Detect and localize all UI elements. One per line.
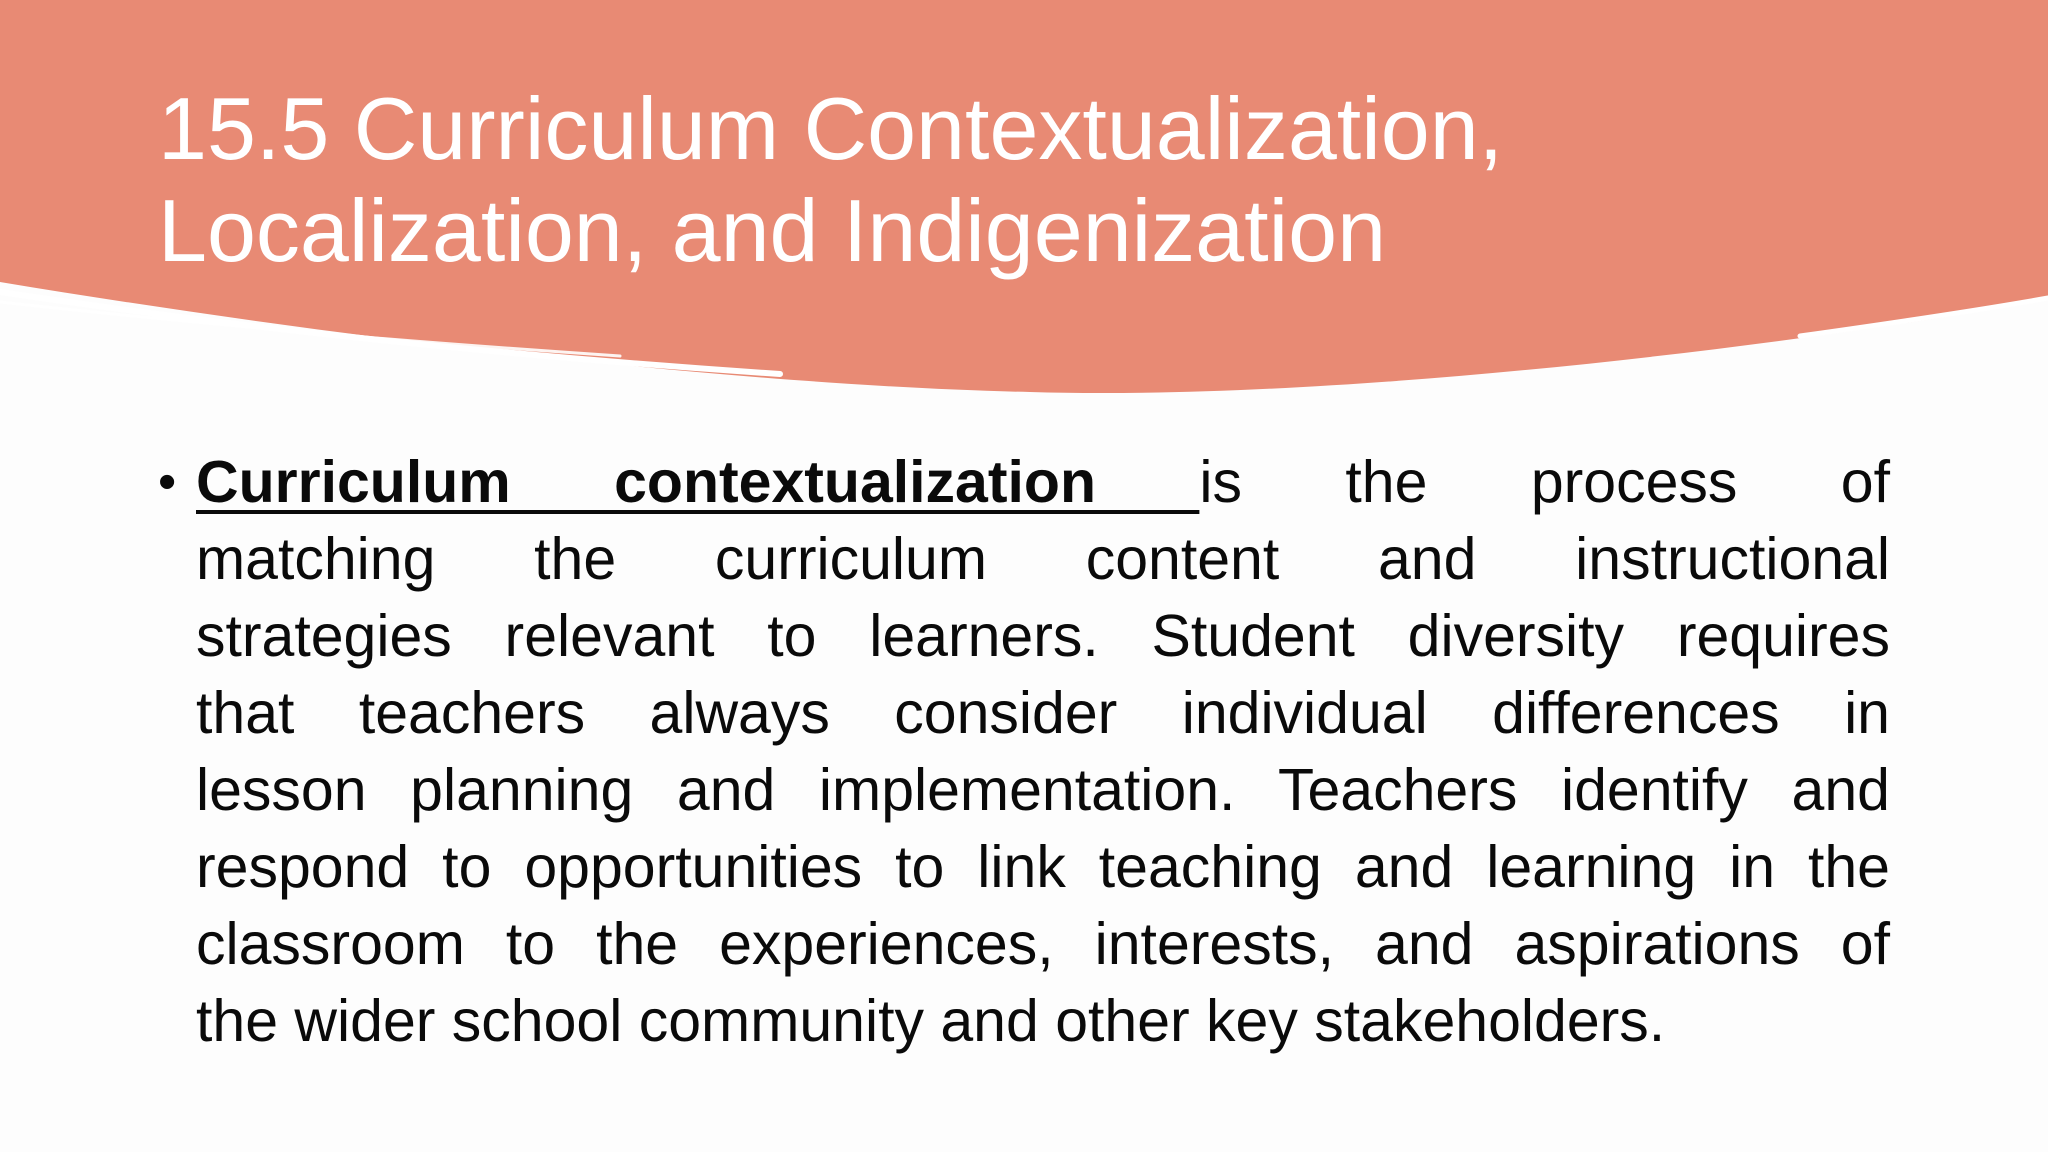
slide-title-line-1: 15.5 Curriculum Contextualization, [158,79,1504,178]
bullet-marker: • [158,453,177,511]
paragraph-line-7: classroom to the experiences, interests, and aspirations of [196,911,1890,977]
bullet-item [158,444,1890,1060]
paragraph-line-8: the wider school community and other key stakeholders. [196,988,1666,1054]
paragraph-line-2: matching the curriculum content and instructional [196,526,1890,592]
paragraph-line-6: respond to opportunities to link teaching and learning in the [196,834,1890,900]
paragraph-line-5: lesson planning and implementation. Teachers identify and [196,757,1890,823]
paragraph-line-1-text: is the process of [1199,449,1891,515]
paragraph-line-4: that teachers always consider individual differences in [196,680,1890,746]
bullet-paragraph [196,444,1890,1060]
slide-body [158,444,1890,1060]
slide-title-line-2: Localization, and Indigenization [158,181,1387,280]
paragraph-line-1 [196,444,1890,521]
paragraph-line-3: strategies relevant to learners. Student diversity requires [196,603,1890,669]
slide-title [158,78,1858,282]
key-term: Curriculum contextualization [196,449,1200,515]
